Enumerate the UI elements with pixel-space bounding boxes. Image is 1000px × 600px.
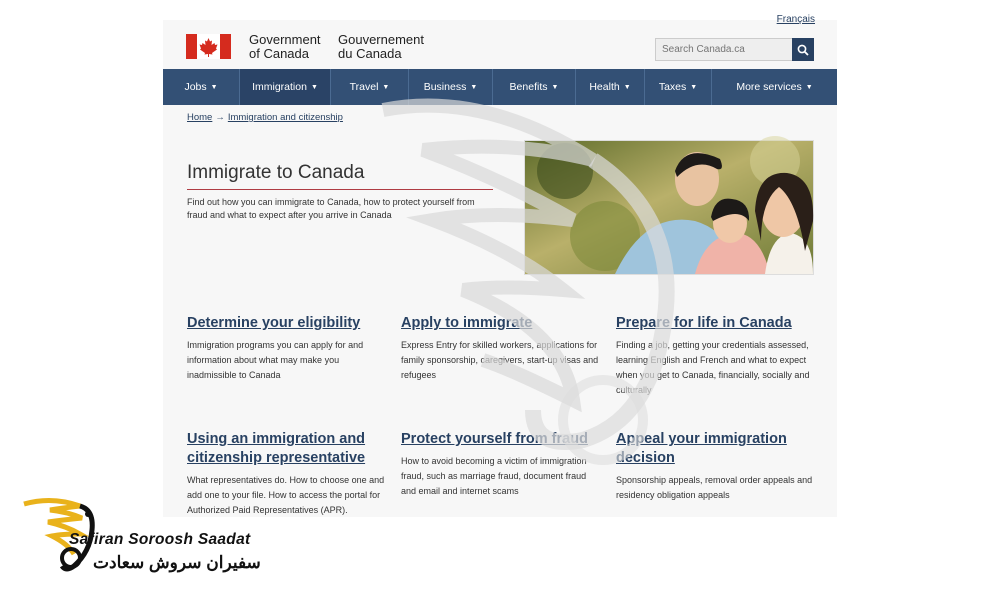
language-link[interactable]: Français <box>776 14 815 25</box>
nav-health[interactable] <box>576 69 645 105</box>
nav-label: Travel <box>349 81 379 93</box>
canada-page <box>163 14 837 517</box>
canada-flag-icon[interactable] <box>186 34 231 59</box>
main-nav <box>163 69 837 105</box>
card-description: What representatives do. How to choose one and add one to your file. How to access the portal for Authorized Paid Representatives (APR). <box>187 475 385 515</box>
nav-label: Immigration <box>252 81 307 93</box>
page-title: Immigrate to Canada <box>187 162 365 183</box>
chevron-down-icon: ▼ <box>382 83 390 91</box>
chevron-down-icon: ▼ <box>210 83 218 91</box>
search-button[interactable] <box>792 38 814 61</box>
nav-label: Business <box>423 81 467 93</box>
breadcrumb <box>187 112 343 123</box>
nav-label: Benefits <box>509 81 548 93</box>
nav-benefits[interactable] <box>493 69 576 105</box>
nav-more-services[interactable] <box>712 69 837 105</box>
family-photo <box>524 140 814 275</box>
card-eligibility <box>187 314 387 383</box>
breadcrumb-home[interactable]: Home <box>187 112 213 123</box>
nav-label: Jobs <box>184 81 207 93</box>
card-description: Finding a job, getting your credentials assessed, learning English and French and what to expect when you get to Canada, financially, socially and culturally <box>616 340 810 395</box>
card-prepare <box>616 314 816 398</box>
card-apply <box>401 314 601 383</box>
card-title-link[interactable]: Protect yourself from fraud <box>401 431 588 447</box>
card-description: Express Entry for skilled workers, applications for family sponsorship, caregivers, start-up visas and refugees <box>401 340 599 380</box>
card-appeal <box>616 430 816 503</box>
card-title-link[interactable]: Prepare for life in Canada <box>616 315 792 331</box>
gov-en-line1: Government <box>249 32 321 47</box>
government-wordmark-fr <box>338 33 424 61</box>
card-description: How to avoid becoming a victim of immigration fraud, such as marriage fraud, document fraud and email and internet scams <box>401 456 587 496</box>
page-intro: Find out how you can immigrate to Canada, how to protect yourself from fraud and what to expect after you arrive in Canada <box>187 197 475 220</box>
search-icon <box>797 44 809 56</box>
chevron-down-icon: ▼ <box>470 83 478 91</box>
nav-label: Taxes <box>658 81 687 93</box>
nav-travel[interactable] <box>331 69 409 105</box>
gov-fr-line1: Gouvernement <box>338 32 424 47</box>
title-divider <box>187 189 493 190</box>
card-title-link[interactable]: Apply to immigrate <box>401 315 533 331</box>
nav-immigration[interactable] <box>240 69 331 105</box>
chevron-down-icon: ▼ <box>690 83 698 91</box>
card-description: Sponsorship appeals, removal order appeals and residency obligation appeals <box>616 475 813 500</box>
chevron-down-icon: ▼ <box>310 83 318 91</box>
gov-en-line2: of Canada <box>249 46 309 61</box>
breadcrumb-immigration[interactable]: Immigration and citizenship <box>227 112 343 123</box>
card-title-link[interactable]: Determine your eligibility <box>187 315 361 331</box>
card-title-link[interactable]: Appeal your immigration decision <box>616 431 787 466</box>
card-fraud <box>401 430 601 499</box>
search-box <box>655 38 813 61</box>
chevron-down-icon: ▼ <box>623 83 631 91</box>
nav-business[interactable] <box>409 69 493 105</box>
breadcrumb-separator: → <box>215 112 225 123</box>
chevron-down-icon: ▼ <box>551 83 559 91</box>
nav-label: Health <box>589 81 620 93</box>
government-wordmark-en <box>249 33 321 61</box>
nav-taxes[interactable] <box>645 69 712 105</box>
card-description: Immigration programs you can apply for and information about what may make you inadmissible to Canada <box>187 340 364 380</box>
search-input[interactable] <box>656 40 798 60</box>
brand-name-fa: سفیران سروش سعادت <box>93 553 261 572</box>
nav-jobs[interactable] <box>163 69 240 105</box>
gov-fr-line2: du Canada <box>338 46 402 61</box>
card-title-link[interactable]: Using an immigration and citizenship representative <box>187 431 366 466</box>
nav-label: More services <box>736 81 802 93</box>
brand-name-en: Safiran Soroosh Saadat <box>69 531 251 548</box>
chevron-down-icon: ▼ <box>805 83 813 91</box>
